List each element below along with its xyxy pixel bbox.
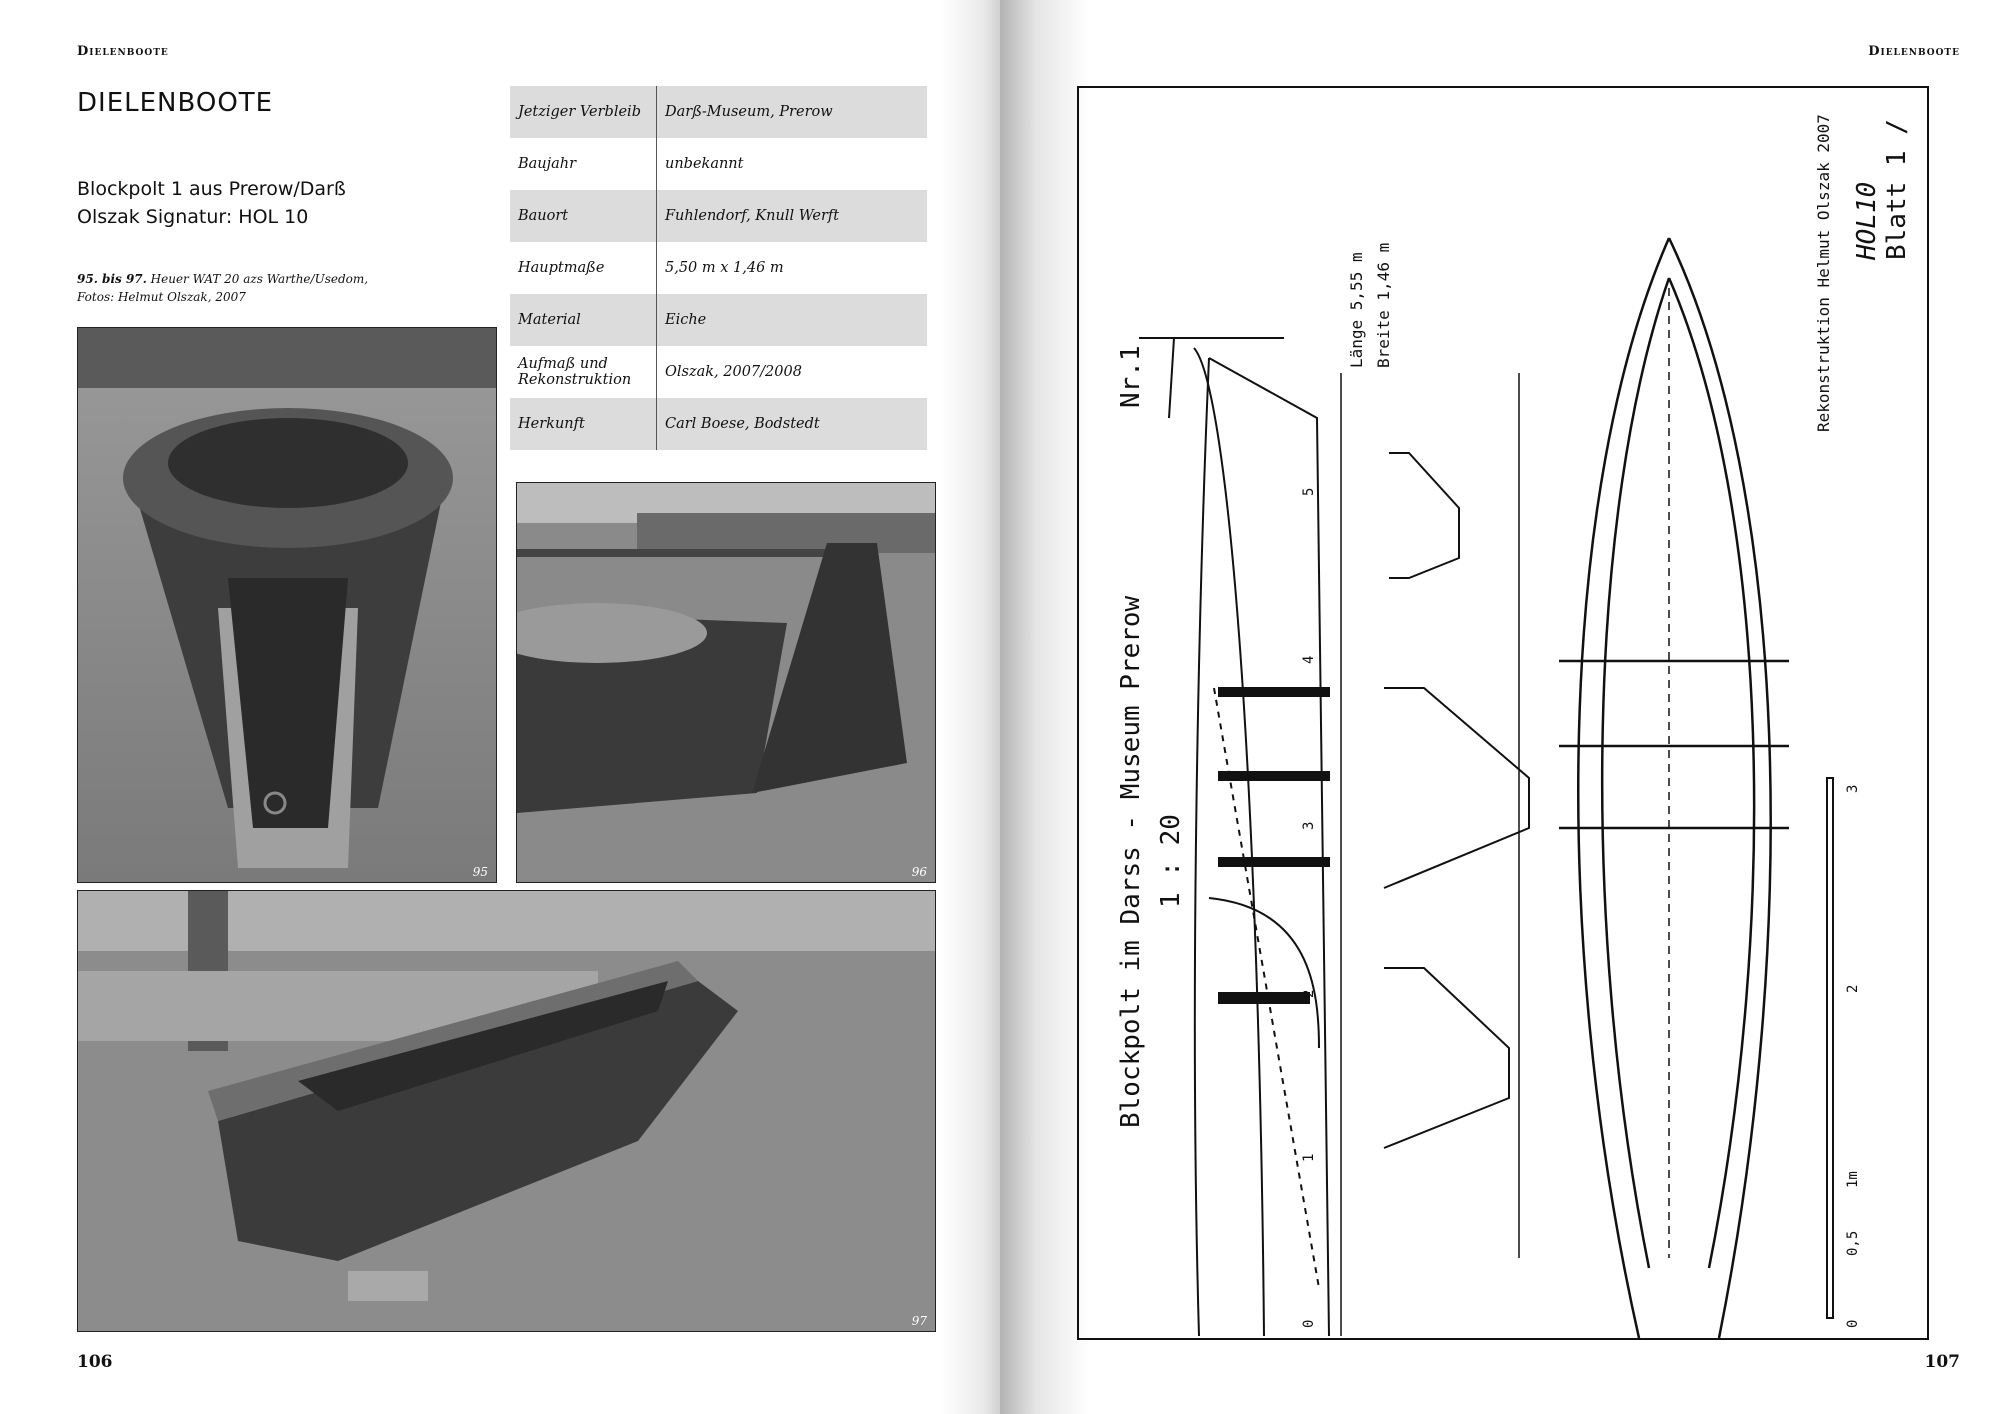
table-value: Carl Boese, Bodstedt	[657, 398, 928, 450]
plan-view	[1559, 238, 1789, 1338]
photo-number: 95	[472, 865, 488, 879]
ruler-tick: 2	[1301, 989, 1317, 998]
table-key: Aufmaß und Rekonstruktion	[510, 346, 657, 398]
scale-tick: 2	[1845, 984, 1861, 993]
table-key: Material	[510, 294, 657, 346]
ruler-tick: 5	[1301, 487, 1317, 496]
sheet-label: Blatt 1 /	[1882, 119, 1912, 260]
page-number-left: 106	[77, 1352, 113, 1372]
scale-tick: 3	[1845, 784, 1861, 793]
width-dimension: Breite 1,46 m	[1374, 242, 1393, 368]
table-key: Herkunft	[510, 398, 657, 450]
scale-tick: 0,5	[1845, 1230, 1861, 1256]
table-row	[510, 138, 927, 190]
page-number-right: 107	[1924, 1352, 1960, 1372]
boat-side-photo	[78, 891, 935, 1331]
scale-bar	[1827, 778, 1833, 1318]
technical-drawing	[1077, 86, 1929, 1340]
photo-number: 96	[911, 865, 927, 879]
caption-line-2: Fotos: Helmut Olszak, 2007	[77, 290, 246, 304]
running-head-right: Dielenboote	[1868, 44, 1960, 59]
drawing-canvas	[1079, 88, 1927, 1338]
table-key: Bauort	[510, 190, 657, 242]
ruler-tick: 0	[1301, 1319, 1317, 1328]
page-title: DIELENBOOTE	[77, 88, 274, 118]
subtitle-line-1: Blockpolt 1 aus Prerow/Darß	[77, 178, 346, 200]
photo-97	[77, 890, 936, 1332]
caption-bold: 95. bis 97.	[77, 272, 147, 286]
caption-line-1: Heuer WAT 20 azs Warthe/Usedom,	[150, 272, 369, 286]
scale-tick: 1m	[1845, 1171, 1861, 1188]
table-row	[510, 86, 927, 138]
table-value: Fuhlendorf, Knull Werft	[657, 190, 928, 242]
table-value: Olszak, 2007/2008	[665, 364, 802, 380]
table-value: Eiche	[657, 294, 928, 346]
sheet-id: HOL10	[1852, 181, 1882, 260]
subtitle-line-2: Olszak Signatur: HOL 10	[77, 206, 309, 228]
boat-bow-photo	[78, 328, 496, 882]
ruler-tick: 3	[1301, 821, 1317, 830]
table-key: Baujahr	[510, 138, 657, 190]
boat-rudder-photo	[517, 483, 935, 882]
ruler-tick: 1	[1301, 1153, 1317, 1162]
table-row	[510, 190, 927, 242]
table-key: Hauptmaße	[510, 242, 657, 294]
ruler-tick: 4	[1301, 655, 1317, 664]
table-row	[510, 398, 927, 450]
table-value: 5,50 m x 1,46 m	[665, 260, 784, 276]
photo-caption	[77, 270, 377, 306]
right-page	[1000, 0, 2000, 1414]
length-dimension: Länge 5,55 m	[1347, 252, 1366, 368]
photo-95	[77, 327, 497, 883]
photo-number: 97	[911, 1314, 927, 1328]
scale-tick: 0	[1845, 1319, 1861, 1328]
photo-96	[516, 482, 936, 883]
drawing-scale: 1 : 20	[1156, 814, 1186, 908]
table-value: unbekannt	[665, 156, 744, 172]
table-row	[510, 346, 927, 398]
table-key: Jetziger Verbleib	[510, 86, 657, 138]
running-head-left: Dielenboote	[77, 44, 169, 59]
table-row	[510, 294, 927, 346]
credit-text: Rekonstruktion Helmut Olszak 2007	[1814, 114, 1833, 432]
drawing-number: Nr.1	[1116, 345, 1146, 408]
table-row	[510, 242, 927, 294]
info-table	[510, 86, 927, 450]
cross-sections	[1384, 453, 1529, 1148]
drawing-title: Blockpolt im Darss - Museum Prerow	[1116, 595, 1146, 1128]
table-value: Darß-Museum, Prerow	[657, 86, 928, 138]
